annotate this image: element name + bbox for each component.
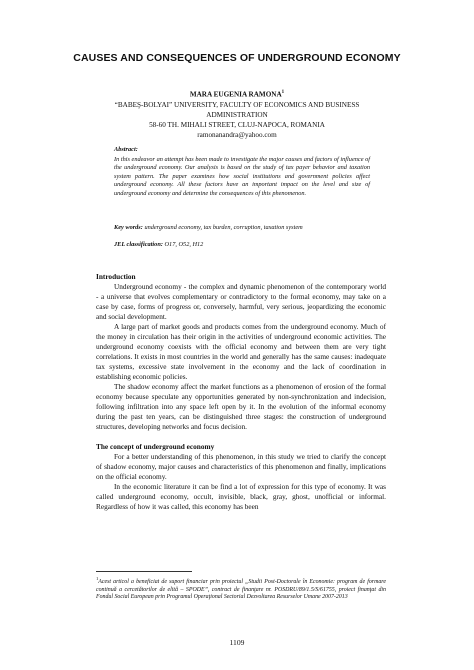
paper-title: CAUSES AND CONSEQUENCES OF UNDERGROUND ECONOMY (73, 52, 401, 64)
jel-classification (114, 241, 370, 248)
paragraph: Underground economy - the complex and dynamic phenomenon of the contemporary world - a universe that evolves complementary or contradictory to the formal economy, may take on a case by case, forms of progress or, conversely, harmful, very serious, jeopardizing the economic and social development. (96, 282, 386, 321)
paragraph: For a better understanding of this phenomenon, in this study we tried to clarify the concept of shadow economy, major causes and characteristics of this phenomenon and finally, implications on the official economy. (96, 452, 386, 481)
keywords-label: Key words: (114, 224, 143, 231)
section-heading-introduction: Introduction (96, 272, 136, 281)
footnote-mark: 1 (96, 576, 99, 581)
page-number: 1109 (229, 638, 245, 647)
abstract (114, 146, 370, 199)
abstract-label: Abstract: (114, 146, 138, 153)
author-name (0, 88, 474, 100)
jel-label: JEL classification: (114, 241, 163, 248)
author-address: 58-60 TH. MIHALI STREET, CLUJ-NAPOCA, ROMANIA (149, 121, 325, 129)
author-name-text: MARA EUGENIA RAMONA (189, 90, 282, 99)
author-email: ramonanandra@yahoo.com (197, 131, 277, 140)
section-heading-concept: The concept of underground economy (96, 442, 215, 451)
author-block (0, 88, 474, 140)
keywords (114, 224, 370, 231)
jel-text: O17, O52, H12 (164, 241, 204, 248)
footnote-separator (96, 571, 192, 572)
paragraph: The shadow economy affect the market functions as a phenomenon of erosion of the formal economy because speculate any opportunities generated by non-synchronization and indecision, following infiltration into any space left open by it. In the evolution of the informal economy during the past ten years, can be distinguished three stages: the construction of underground structures, developing networks and focus decision. (96, 382, 386, 431)
abstract-text: In this endeavor an attempt has been made to investigate the major causes and factors of influence of the underground economy. Our analysis is based on the study of tax payer behavior and taxation system pattern. The paper examines how social institutions and government policies affect underground economy. All these factors have an important impact on the level and size of underground economy and determine the consequences of this phenomenon. (114, 155, 370, 197)
affiliation-line-1: “BABEŞ-BOLYAI” UNIVERSITY, FACULTY OF ECONOMICS AND BUSINESS (114, 100, 360, 109)
footnote-text: Acest articol a beneficiat de suport financiar prin proiectul „Studii Post-Doctorale în Economie: program de formare continuă a cercetătorilor de elită – SPODE”, contract de finanţare nr. POSDRU/89/1.5/S/61755, proiect finanţat din Fondul Social European prin Programul Operaţional Sectorial Dezvoltarea Resurselor Umane 2007-2013 (96, 578, 386, 601)
body-text (96, 272, 386, 512)
paragraph: A large part of market goods and products comes from the underground economy. Much of the money in circulation has their origin in the activities of underground economic activities. The underground economy coexists with the official economy and between them are very tight correlations. It exists in most countries in the world and generally has the same causes: inadequate tax systems, excessive state involvement in the economy and the lack of coordination in establishing economic policies. (96, 322, 386, 381)
keywords-text: underground economy, tax burden, corruption, taxation system (144, 224, 303, 231)
paragraph: In the economic literature it can be find a lot of expression for this type of economy. It was called underground economy, occult, invisible, black, gray, ghost, unofficial or informal. Regardless of how it was called, this economy has been (96, 482, 386, 511)
section-gap (96, 432, 386, 442)
affiliation-line-2: ADMINISTRATION (206, 110, 268, 119)
footnote (96, 575, 386, 602)
author-footnote-mark: 1 (281, 90, 285, 95)
